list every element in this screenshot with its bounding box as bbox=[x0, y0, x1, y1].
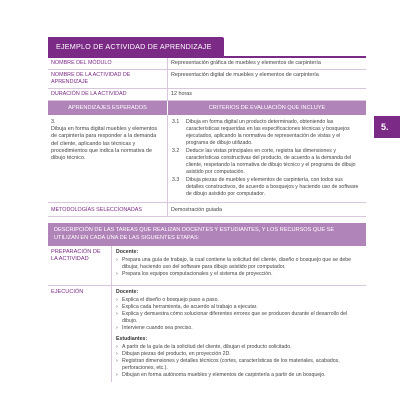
aprendizaje-number: 3. bbox=[51, 119, 56, 125]
section-number-tab: 5. bbox=[374, 116, 400, 138]
info-row-module bbox=[48, 58, 366, 70]
list-item bbox=[116, 257, 362, 271]
metodologias-label: METODOLOGÍAS SELECCIONADAS bbox=[48, 203, 168, 216]
metodologias-value: Demostración guiada bbox=[171, 207, 222, 213]
document-title: EJEMPLO DE ACTIVIDAD DE APRENDIZAJE bbox=[48, 37, 224, 56]
estudiantes-heading: Estudiantes: bbox=[116, 336, 148, 342]
preparacion-content bbox=[112, 246, 366, 285]
criterio-text: Dibuja piezas de muebles y elementos de carpintería, con todos sus detalles constructivos, de acuerdo a bosquejos y haciendo uso de software de dibujo asistido por computador. bbox=[186, 177, 359, 197]
info-label: DURACIÓN DE LA ACTIVIDAD bbox=[48, 89, 168, 100]
info-label: NOMBRE DEL MÓDULO bbox=[48, 58, 168, 69]
list-item-text: Registran dimensiones y detalles técnicos (cortes, características de los materiales, acabados, perforaciones, etc.). bbox=[122, 358, 340, 371]
bullet-icon: › bbox=[116, 344, 118, 350]
criterio-number: 3.1 bbox=[172, 119, 180, 125]
list-item-text: Explica y demuestra cómo solucionar diferentes errores que se producen durante el desarrollo del dibujo. bbox=[122, 311, 348, 324]
list-item-text: A partir de la guía de la solicitud del cliente, dibujan el producto solicitado. bbox=[122, 344, 292, 350]
list-item bbox=[116, 271, 362, 278]
header-aprendizajes: APRENDIZAJES ESPERADOS bbox=[48, 101, 168, 115]
docente-heading: Docente: bbox=[116, 249, 139, 255]
bullet-icon: › bbox=[116, 325, 118, 331]
learning-row bbox=[48, 115, 366, 203]
info-label: NOMBRE DE LA ACTIVIDAD DE APRENDIZAJE bbox=[48, 70, 168, 88]
list-item bbox=[116, 311, 362, 325]
list-item bbox=[116, 304, 362, 311]
criterio-number: 3.3 bbox=[172, 177, 180, 183]
list-item-text: Prepara los equipos computacionales y el sistema de proyección. bbox=[122, 271, 273, 277]
info-value: Representación gráfica de muebles y elementos de carpintería bbox=[171, 60, 321, 66]
preparacion-label: PREPARACIÓN DE LA ACTIVIDAD bbox=[48, 246, 112, 285]
criterio-number: 3.2 bbox=[172, 148, 180, 154]
info-value: 12 horas bbox=[171, 91, 192, 97]
criterio-text: Deduce las vistas principales en corte, registra las dimensiones y características constructivas del producto, de acuerdo a la demanda del cliente, respetando la normativa de dibujo técnico y el programa de dibujo asistido por computación. bbox=[186, 148, 356, 175]
metodologias-row bbox=[48, 203, 366, 217]
list-item bbox=[116, 372, 362, 379]
criterios-cell bbox=[168, 115, 366, 202]
list-item-text: Dibujan en forma autónoma muebles y elementos de carpintería a partir de un bosquejo. bbox=[122, 372, 326, 378]
criterio-item bbox=[172, 177, 362, 198]
header-criterios: CRITERIOS DE EVALUACIÓN QUE INCLUYE bbox=[208, 105, 326, 111]
ejecucion-label: EJECUCIÓN bbox=[48, 286, 112, 382]
aprendizaje-cell bbox=[48, 115, 168, 202]
list-item bbox=[116, 325, 362, 332]
bullet-icon: › bbox=[116, 372, 118, 378]
list-item bbox=[116, 344, 362, 351]
list-item bbox=[116, 358, 362, 372]
bullet-icon: › bbox=[116, 351, 118, 357]
learning-table-header bbox=[48, 101, 366, 115]
preparacion-row bbox=[48, 246, 366, 286]
ejecucion-content bbox=[112, 286, 366, 382]
list-item-text: Interviene cuando sea preciso. bbox=[122, 325, 193, 331]
bullet-icon: › bbox=[116, 311, 118, 317]
bullet-icon: › bbox=[116, 358, 118, 364]
aprendizaje-text: Dibuja en forma digital muebles y elementos de carpintería para responder a la demanda del cliente, aplicando las técnicas y procedimientos que indica la normativa de dibujo técnico. bbox=[51, 126, 158, 162]
info-table bbox=[48, 56, 366, 217]
bullet-icon: › bbox=[116, 257, 118, 263]
bullet-icon: › bbox=[116, 297, 118, 303]
bullet-icon: › bbox=[116, 271, 118, 277]
list-item-text: Explica cada herramienta, de acuerdo al trabajo a ejecutar. bbox=[122, 304, 258, 310]
criterio-item bbox=[172, 119, 362, 147]
criterio-item bbox=[172, 148, 362, 176]
info-row-activity bbox=[48, 70, 366, 89]
list-item bbox=[116, 297, 362, 304]
tasks-section-header: DESCRIPCIÓN DE LAS TAREAS QUE REALIZAN DOCENTES Y ESTUDIANTES, Y LOS RECURSOS QUE SE UTILIZAN EN CADA UNA DE LAS SIGUIENTES ETAPAS: bbox=[48, 223, 366, 246]
info-value: Representación digital de muebles y elementos de carpintería bbox=[171, 72, 319, 78]
info-row-duration bbox=[48, 89, 366, 101]
activity-document bbox=[48, 37, 366, 382]
criterio-text: Dibuja en forma digital un producto determinado, obteniendo las características requeridas en las especificaciones técnicas y bosquejos ejecutados, aplicando la normativa de representación de vistas y el programa de dibujo utilizado. bbox=[186, 119, 350, 146]
bullet-icon: › bbox=[116, 304, 118, 310]
list-item bbox=[116, 351, 362, 358]
ejecucion-row bbox=[48, 286, 366, 382]
list-item-text: Prepara una guía de trabajo, la cual contiene la solicitud del cliente, diseño o bosquejo que se debe dibujar, haciendo uso del software para dibujo asistido por computador. bbox=[122, 257, 351, 270]
list-item-text: Explica el diseño o bosquejo paso a paso. bbox=[122, 297, 219, 303]
docente-heading: Docente: bbox=[116, 289, 139, 295]
list-item-text: Dibujan piezas del producto, en proyección 2D. bbox=[122, 351, 231, 357]
